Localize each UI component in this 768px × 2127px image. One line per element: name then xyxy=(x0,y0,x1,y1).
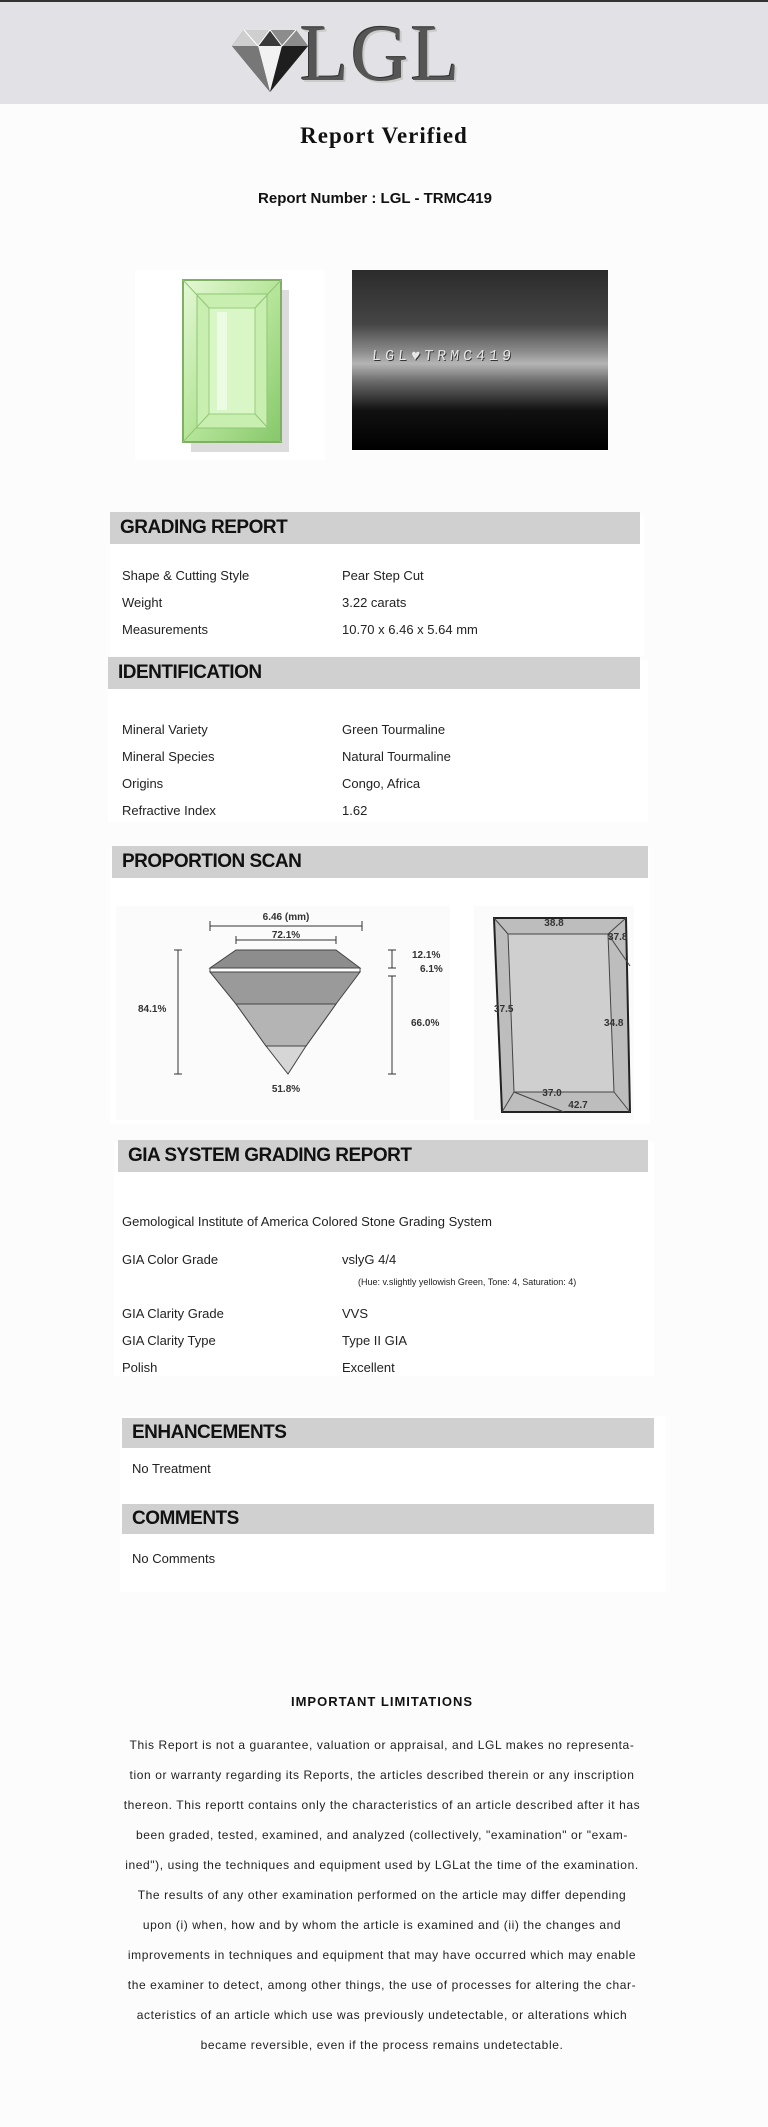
gia-row-value: Excellent xyxy=(342,1360,395,1375)
table-pct-label: 72.1% xyxy=(271,930,301,941)
grading-row-label: Shape & Cutting Style xyxy=(122,568,250,583)
crown-shape xyxy=(210,950,360,968)
identification-heading: IDENTIFICATION xyxy=(108,657,640,689)
limitations-line: acteristics of an article which use was previously undetectable, or alterations which xyxy=(136,2008,628,2022)
diamond-icon xyxy=(232,22,308,94)
identification-row-label: Mineral Variety xyxy=(122,722,208,737)
limitations-line: thereon. This reportt contains only the characteristics of an article described after it has xyxy=(123,1798,641,1812)
limitations-line: upon (i) when, how and by whom the article is examined and (ii) the changes and xyxy=(142,1918,622,1932)
comments-heading: COMMENTS xyxy=(122,1504,654,1534)
gia-system-name: Gemological Institute of America Colored Stone Grading System xyxy=(122,1214,492,1229)
girdle-pct-label: 6.1% xyxy=(420,964,443,975)
enhancements-heading: ENHANCEMENTS xyxy=(122,1418,654,1448)
identification-row-label: Mineral Species xyxy=(122,749,215,764)
report-number: Report Number : LGL - TRMC419 xyxy=(258,190,492,207)
pavilion-pct-label: 66.0% xyxy=(411,1018,440,1029)
top-view-diagram xyxy=(474,906,634,1120)
inscription-photo xyxy=(352,270,608,450)
identification-row-label: Refractive Index xyxy=(122,803,216,818)
lgl-logo[interactable] xyxy=(232,12,492,96)
limitations-line: the examiner to detect, among other things, the use of processes for altering the char- xyxy=(127,1978,637,1992)
identification-row-value: Congo, Africa xyxy=(342,776,421,791)
top-view-left-label: 37.5 xyxy=(494,1004,514,1015)
limitations-line: ined"), using the techniques and equipment used by LGLat the time of the examination. xyxy=(125,1858,639,1872)
limitations-heading: IMPORTANT LIMITATIONS xyxy=(290,1694,474,1709)
gia-row-value: VVS xyxy=(342,1306,369,1321)
grading-row-value: 3.22 carats xyxy=(342,595,407,610)
gia-row-label: GIA Color Grade xyxy=(122,1252,219,1267)
grading-report-heading: GRADING REPORT xyxy=(110,512,640,544)
grading-row-label: Weight xyxy=(122,595,163,610)
limitations-line: been graded, tested, examined, and analyzed (collectively, "examination" or "exam- xyxy=(136,1828,628,1842)
gia-row-label: GIA Clarity Type xyxy=(122,1333,216,1348)
grading-row-value: 10.70 x 6.46 x 5.64 mm xyxy=(342,622,478,637)
identification-row-label: Origins xyxy=(122,776,164,791)
total-depth-pct-label: 84.1% xyxy=(138,1004,167,1015)
top-view-top-label: 38.8 xyxy=(544,918,564,929)
inscription-text: LGL♥TRMC419 xyxy=(371,348,516,365)
width-label: 6.46 (mm) xyxy=(262,912,310,923)
gia-color-note: (Hue: v.slightly yellowish Green, Tone: 4, Saturation: 4) xyxy=(358,1277,577,1287)
top-view-top-right-label: 37.8 xyxy=(608,932,628,943)
identification-row-value: Natural Tourmaline xyxy=(342,749,451,764)
grading-row-value: Pear Step Cut xyxy=(342,568,424,583)
gia-row-label: GIA Clarity Grade xyxy=(122,1306,224,1321)
proportion-scan-heading: PROPORTION SCAN xyxy=(112,846,648,878)
gia-row-value: vslyG 4/4 xyxy=(342,1252,397,1267)
enhancements-value: No Treatment xyxy=(132,1461,211,1476)
identification-row-value: Green Tourmaline xyxy=(342,722,446,737)
top-view-bottom-outer-label: 42.7 xyxy=(568,1100,588,1111)
gia-row-value: Type II GIA xyxy=(342,1333,408,1348)
limitations-line: This Report is not a guarantee, valuation or appraisal, and LGL makes no representa- xyxy=(129,1738,635,1752)
limitations-line: became reversible, even if the process remains undetectable. xyxy=(200,2038,564,2052)
crown-pct-label: 12.1% xyxy=(412,950,441,961)
gia-heading: GIA SYSTEM GRADING REPORT xyxy=(118,1140,648,1172)
limitations-line: improvements in techniques and equipment that may have occurred which may enable xyxy=(127,1948,637,1962)
limitations-line: The results of any other examination performed on the article may differ depending xyxy=(137,1888,627,1902)
culet-pct-label: 51.8% xyxy=(271,1084,301,1095)
limitations-line: tion or warranty regarding its Reports, the articles described therein or any inscription xyxy=(129,1768,635,1782)
gia-row-label: Polish xyxy=(122,1360,158,1375)
page-title: Report Verified xyxy=(300,123,468,148)
logo-text: LGL xyxy=(300,10,462,98)
grading-row-label: Measurements xyxy=(122,622,208,637)
profile-diagram xyxy=(116,906,450,1120)
gemstone-photo xyxy=(135,270,325,460)
site-header xyxy=(0,2,768,104)
comments-value: No Comments xyxy=(132,1551,216,1566)
top-view-bottom-inner-label: 37.0 xyxy=(542,1088,562,1099)
identification-row-value: 1.62 xyxy=(342,803,368,818)
top-view-right-label: 34.8 xyxy=(604,1018,624,1029)
